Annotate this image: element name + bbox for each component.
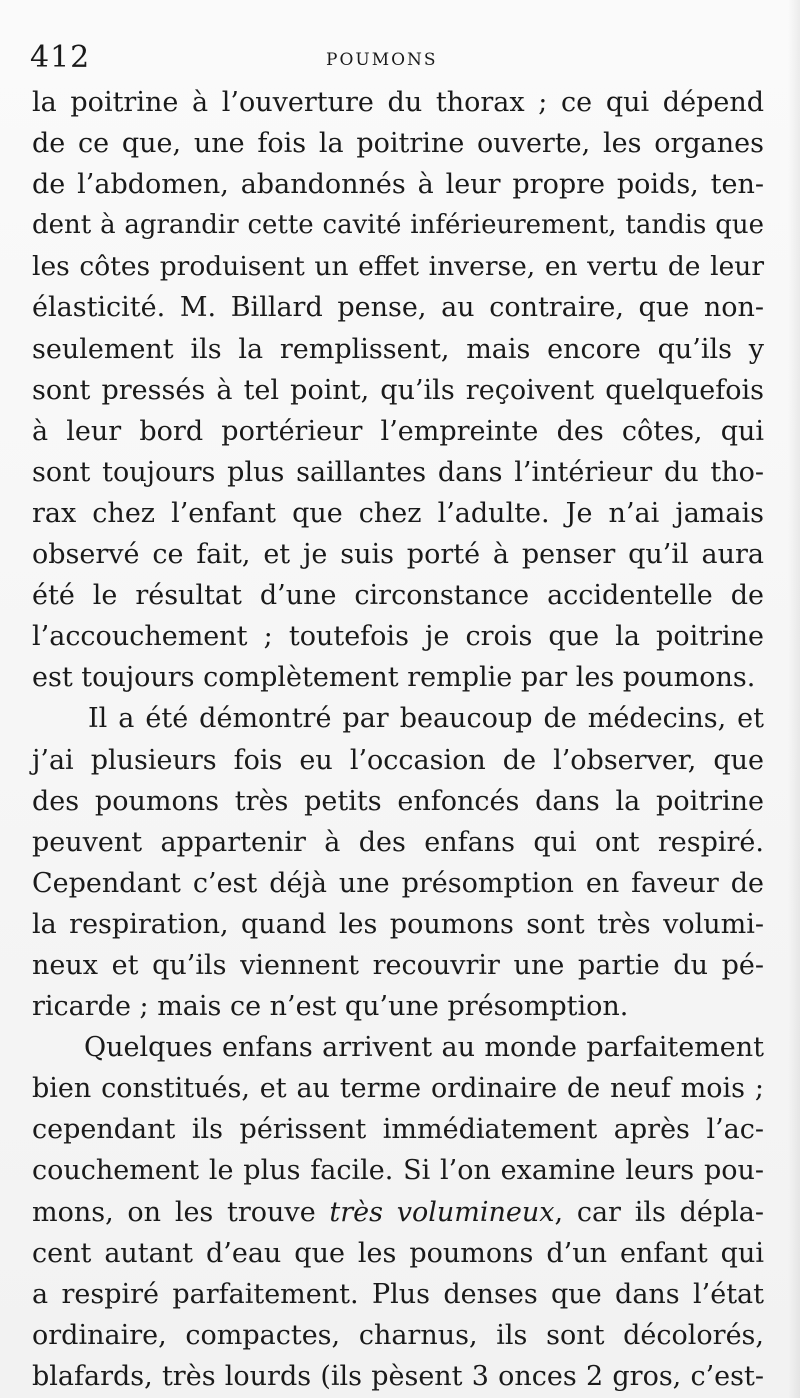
text-line: l’accouchement ; toutefois je crois que la poitrine [32, 621, 764, 653]
body-text [32, 82, 764, 1397]
text-line: ordinaire, compactes, charnus, ils sont décolorés, [32, 1319, 764, 1351]
text-line: sont pressés à tel point, qu’ils reçoivent quelquefois [32, 374, 764, 406]
text-line: seulement ils la remplissent, mais encore qu’ils y [32, 333, 764, 365]
text-line: cependant ils périssent immédiatement après l’ac- [32, 1114, 764, 1146]
paragraph-end-line: est toujours complètement remplie par les poumons. [32, 662, 756, 694]
text-line: de l’abdomen, abandonnés à leur propre poids, ten- [32, 169, 764, 201]
text-line: de ce que, une fois la poitrine ouverte, les organes [32, 128, 764, 160]
text-line: des poumons très petits enfoncés dans la poitrine [32, 785, 764, 817]
text-line: Cependant c’est déjà une présomption en faveur de [32, 867, 764, 899]
page-header [30, 40, 760, 80]
page-number: 412 [30, 40, 91, 75]
text-line: été le résultat d’une circonstance accidentelle de [32, 580, 764, 612]
text-line: peuvent appartenir à des enfans qui ont respiré. [32, 826, 764, 858]
text-line: la poitrine à l’ouverture du thorax ; ce qui dépend [32, 87, 764, 118]
text-line: cent autant d’eau que les poumons d’un enfant qui [32, 1237, 764, 1269]
paragraph-start-line: Quelques enfans arrivent au monde parfaitement [84, 1032, 764, 1064]
text-segment: , car ils dépla- [554, 1196, 764, 1228]
paragraph-end-line: ricarde ; mais ce n’est qu’une présomption. [32, 991, 629, 1023]
text-line: j’ai plusieurs fois eu l’occasion de l’observer, que [32, 744, 764, 776]
text-segment: mons, on les trouve [32, 1196, 316, 1228]
text-line: sont toujours plus saillantes dans l’intérieur du tho- [32, 456, 764, 488]
italic-emphasis: très volumineux [329, 1196, 555, 1228]
text-line: neux et qu’ils viennent recouvrir une partie du pé- [32, 949, 764, 981]
text-line: à leur bord portérieur l’empreinte des côtes, qui [32, 415, 764, 447]
text-line: dent à agrandir cette cavité inférieurement, tandis que [32, 210, 764, 241]
text-line: blafards, très lourds (ils pèsent 3 onces 2 gros, c’est- [32, 1360, 764, 1392]
text-line: bien constitués, et au terme ordinaire de neuf mois ; [32, 1073, 764, 1105]
text-line: rax chez l’enfant que chez l’adulte. Je n’ai jamais [32, 497, 764, 529]
text-line: couchement le plus facile. Si l’on examine leurs pou- [32, 1155, 764, 1187]
paragraph-start-line: Il a été démontré par beaucoup de médecins, et [88, 703, 764, 735]
text-line-with-italic [32, 1192, 764, 1233]
text-line: observé ce fait, et je suis porté à penser qu’il aura [32, 539, 764, 571]
running-head: POUMONS [326, 50, 438, 70]
page-edge-shadow [788, 0, 800, 1398]
text-line: élasticité. M. Billard pense, au contraire, que non- [32, 292, 764, 324]
text-line: les côtes produisent un effet inverse, en vertu de leur [32, 251, 764, 283]
text-line: a respiré parfaitement. Plus denses que dans l’état [32, 1278, 764, 1310]
text-line: la respiration, quand les poumons sont très volumi- [32, 908, 764, 940]
